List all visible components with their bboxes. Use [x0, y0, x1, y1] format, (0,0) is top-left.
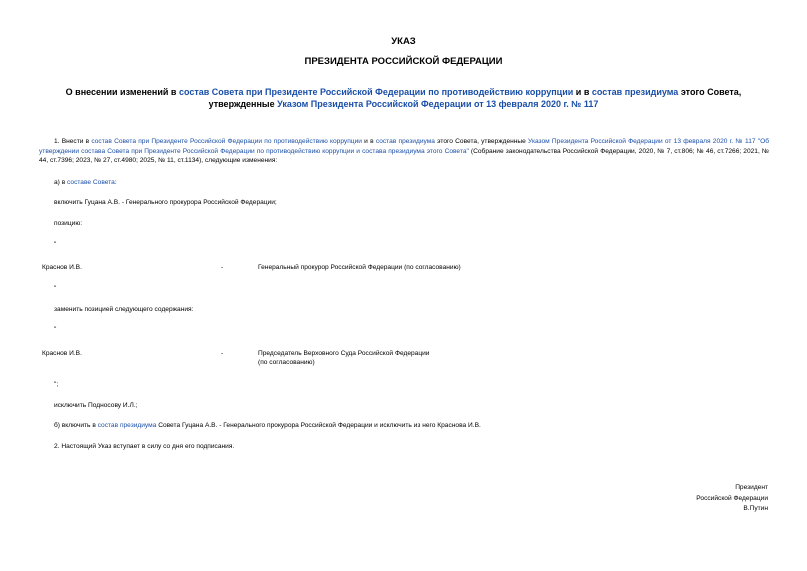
row1-dash: - [221, 264, 224, 271]
row2-role-2: (по согласованию) [258, 359, 315, 366]
row1-name: Краснов И.В. [42, 264, 82, 271]
row2-name: Краснов И.В. [42, 350, 82, 357]
replace-line: заменить позицией следующего содержания: [54, 306, 194, 313]
p1-link-decree[interactable]: Указом Президента Российской Федерации от 13 февраля 2020 г. № 117 "Об утверждении состава Совета при Президенте Российской Федерации по противодействию коррупции и состава президиума этого Совета" [39, 138, 770, 155]
paragraph-b [54, 421, 481, 431]
row1-role: Генеральный прокурор Российской Федерации (по согласованию) [258, 264, 461, 271]
pb-text-1: б) включить в [54, 422, 98, 429]
paragraph-2: 2. Настоящий Указ вступает в силу со дня его подписания. [54, 443, 235, 450]
pb-link-presidium[interactable]: состав президиума [97, 422, 157, 429]
p1-text-2: и в [361, 138, 376, 145]
pa-text-2: : [114, 179, 117, 186]
pa-link-council[interactable]: составе Совета [67, 179, 115, 186]
p1-text-3: этого Совета, утвержденные [434, 138, 529, 145]
quote-close: " [54, 285, 57, 292]
p1-link-council[interactable]: состав Совета при Президенте Российской Федерации по противодействию коррупции [91, 138, 362, 145]
signature-title: Президент [735, 484, 768, 491]
link-council-composition[interactable]: состав Совета при Президенте Российской Федерации по противодействию коррупции [178, 87, 574, 97]
pa-text-1: а) в [54, 179, 68, 186]
quote-open-2: " [54, 326, 57, 333]
signature-block [696, 483, 768, 515]
quote-open: " [54, 241, 57, 248]
issuer-heading: ПРЕЗИДЕНТА РОССИЙСКОЙ ФЕДЕРАЦИИ [304, 56, 503, 67]
title-text-1: О внесении изменений в [65, 87, 179, 97]
signature-name: В.Путин [743, 505, 768, 512]
decree-heading: УКАЗ [391, 36, 416, 47]
link-presidium-composition[interactable]: состав президиума [591, 87, 679, 97]
title-text-4: утвержденные [208, 99, 278, 109]
p1-link-presidium[interactable]: состав президиума [375, 138, 435, 145]
p1-text-1: 1. Внести в [54, 138, 92, 145]
signature-country: Российской Федерации [696, 494, 768, 502]
paragraph-1 [39, 137, 769, 166]
pb-text-2: Совета Гуцана А.В. - Генерального прокурора Российской Федерации и исключить из него Краснова И.В. [156, 422, 481, 429]
paragraph-a [54, 178, 117, 188]
decree-title [0, 86, 807, 110]
title-text-3: этого Совета, [678, 87, 742, 97]
quote-close-2: "; [54, 381, 59, 388]
title-text-2: и в [573, 87, 592, 97]
p1-text-4: (Собрание законодательства Российской Федерации, 2020, № 7, ст.806; № 46, ст.7266; 2021, № 44, ст.7396; 2023, № 27, ст.4980; 2025, № 11, ст.1134), следующие изменения: [39, 147, 769, 165]
row2-dash: - [221, 350, 224, 357]
exclude-line: исключить Подносову И.Л.; [54, 402, 138, 409]
include-line: включить Гуцана А.В. - Генерального прокурора Российской Федерации; [54, 199, 277, 206]
position-label: позицию: [54, 220, 83, 227]
link-decree-117[interactable]: Указом Президента Российской Федерации от 13 февраля 2020 г. № 117 [277, 99, 599, 109]
row2-role-1: Председатель Верховного Суда Российской Федерации [258, 350, 430, 357]
